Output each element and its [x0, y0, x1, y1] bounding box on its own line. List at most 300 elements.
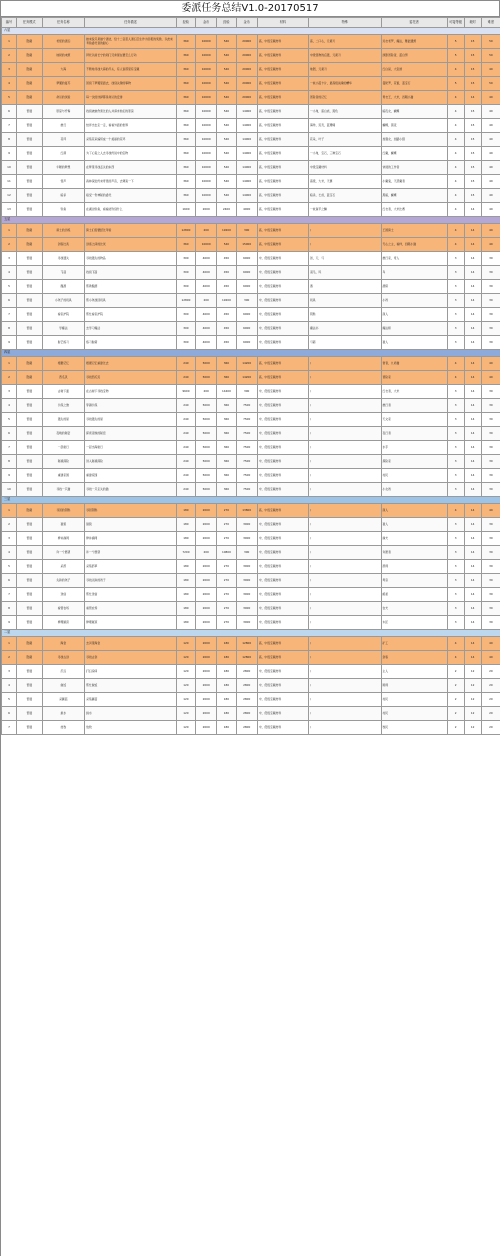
table-row	[2, 224, 500, 238]
cell-spec: /	[309, 560, 382, 574]
cell-who: 魔法师	[381, 322, 447, 336]
cell-mode: 普通	[16, 560, 42, 574]
cell-mode: 隐藏	[16, 77, 42, 91]
cell-gold1: 2000	[196, 637, 217, 651]
cell-time: 15	[464, 105, 481, 119]
cell-id: 7	[2, 308, 17, 322]
table-row	[2, 602, 500, 616]
cell-exp1: 120	[176, 721, 195, 735]
cell-mat: 中，低级宝藏材料	[257, 469, 308, 483]
cell-spec: 酒	[309, 280, 382, 294]
cell-exp2: 450	[217, 322, 236, 336]
cell-mat: 中，低级宝藏材料	[257, 693, 308, 707]
cell-name: 射艺练习	[42, 336, 85, 350]
cell-gold2: 2800	[236, 679, 257, 693]
cell-mode: 普通	[16, 602, 42, 616]
cell-lv: 3	[447, 399, 464, 413]
cell-gold2: 20000	[236, 49, 257, 63]
cell-lv: 4	[447, 651, 464, 665]
cell-desc: 寻回钥匙	[85, 504, 177, 518]
cell-diff: 40	[481, 371, 500, 385]
cell-time: 14	[464, 294, 481, 308]
cell-mat: 中，低级宝藏材料	[257, 532, 308, 546]
cell-desc: 挑水	[85, 707, 177, 721]
cell-id: 8	[2, 133, 17, 147]
section-label: 三星	[2, 497, 500, 504]
cell-exp1: 180	[176, 574, 195, 588]
cell-who: 矿工	[381, 637, 447, 651]
cell-gold1: 5000	[196, 371, 217, 385]
cell-spec: /	[309, 665, 382, 679]
cell-mat: 中，低级宝藏材料	[257, 665, 308, 679]
cell-diff: 40	[481, 238, 500, 252]
cell-time: 14	[464, 252, 481, 266]
cell-mode: 普通	[16, 294, 42, 308]
cell-mode: 隐藏	[16, 238, 42, 252]
cell-mat: 中，低级宝藏材料	[257, 721, 308, 735]
cell-diff: 40	[481, 203, 500, 217]
cell-gold1: 10000	[196, 189, 217, 203]
cell-exp1: 360	[176, 63, 195, 77]
cell-mat: 高，中级宝藏材料	[257, 357, 308, 371]
cell-gold2: 14000	[236, 133, 257, 147]
sheet-title: 委派任务总结V1.0-20170517	[1, 1, 500, 17]
cell-id: 9	[2, 469, 17, 483]
cell-spec: /	[309, 469, 382, 483]
cell-exp1: 300	[176, 308, 195, 322]
cell-exp2: 10800	[217, 546, 236, 560]
cell-who: 探险家	[381, 455, 447, 469]
cell-time: 14	[464, 336, 481, 350]
cell-name: 送信	[42, 588, 85, 602]
cell-time: 14	[464, 322, 481, 336]
cell-id: 6	[2, 707, 17, 721]
cell-gold2: 300	[236, 224, 257, 238]
cell-gold1: 4000	[196, 336, 217, 350]
cell-gold1: 2000	[196, 665, 217, 679]
cell-mode: 隐藏	[16, 224, 42, 238]
cell-time: 14	[464, 637, 481, 651]
header-desc: 任务描述	[85, 18, 177, 28]
cell-mat: 高，中级宝藏材料	[257, 238, 308, 252]
cell-gold2: 14000	[236, 147, 257, 161]
cell-id: 1	[2, 504, 17, 518]
cell-lv: 4	[447, 203, 464, 217]
cell-exp2: 14400	[217, 385, 236, 399]
table-row	[2, 133, 500, 147]
cell-exp2: 540	[217, 63, 236, 77]
cell-diff: 50	[481, 49, 500, 63]
cell-exp1: 180	[176, 588, 195, 602]
cell-spec: 一枚小蓝卡片，最高级战魂的精华	[309, 77, 382, 91]
cell-desc: 在湖边钓鱼，看看能钓到什么	[85, 203, 177, 217]
cell-gold1: 2000	[196, 532, 217, 546]
cell-lv: 4	[447, 63, 464, 77]
cell-mode: 普通	[16, 413, 42, 427]
cell-exp2: 270	[217, 560, 236, 574]
cell-mode: 普通	[16, 203, 42, 217]
cell-who: 邮差	[381, 588, 447, 602]
cell-mat: 高，中级宝藏材料	[257, 637, 308, 651]
cell-gold2: 3000	[236, 518, 257, 532]
cell-name: 采蘑菇	[42, 693, 85, 707]
cell-exp1: 180	[176, 560, 195, 574]
cell-spec: /	[309, 224, 382, 238]
cell-diff: 40	[481, 357, 500, 371]
cell-exp1: 180	[176, 518, 195, 532]
cell-mat: 高，中级宝藏材料	[257, 49, 308, 63]
cell-exp2: 180	[217, 665, 236, 679]
cell-exp2: 270	[217, 518, 236, 532]
cell-time: 14	[464, 483, 481, 497]
cell-lv: 2	[447, 721, 464, 735]
cell-exp1: 12800	[176, 294, 195, 308]
cell-name: 放牧	[42, 721, 85, 735]
cell-exp2: 19200	[217, 224, 236, 238]
cell-diff: 40	[481, 91, 500, 105]
cell-mode: 普通	[16, 252, 42, 266]
cell-gold2: 3000	[236, 532, 257, 546]
cell-time: 14	[464, 602, 481, 616]
cell-mode: 普通	[16, 147, 42, 161]
cell-who: 村民	[381, 707, 447, 721]
cell-mode: 普通	[16, 399, 42, 413]
cell-gold2: 14200	[236, 371, 257, 385]
cell-diff: 30	[481, 518, 500, 532]
cell-gold2: 15000	[236, 238, 257, 252]
cell-gold1: 200	[196, 385, 217, 399]
cell-name: 修理屋顶	[42, 616, 85, 630]
cell-desc: 去学习魔法	[85, 322, 177, 336]
cell-diff: 30	[481, 322, 500, 336]
cell-lv: 4	[447, 504, 464, 518]
cell-gold1: 10000	[196, 133, 217, 147]
table-row	[2, 560, 500, 574]
cell-lv: 4	[447, 238, 464, 252]
cell-id: 6	[2, 294, 17, 308]
cell-gold2: 14000	[236, 189, 257, 203]
cell-time: 14	[464, 504, 481, 518]
cell-name: 梦魇的复苏	[42, 77, 85, 91]
cell-lv: 4	[447, 357, 464, 371]
cell-desc: 帮小孩找回玩具	[85, 294, 177, 308]
table-row	[2, 322, 500, 336]
cell-desc: 找到被她伤害过的人并请求他们的原谅	[85, 105, 177, 119]
cell-gold2: 20000	[236, 63, 257, 77]
cell-time: 14	[464, 413, 481, 427]
cell-who: 商人	[381, 308, 447, 322]
table-row	[2, 49, 500, 63]
cell-mat: 中，低级宝藏材料	[257, 294, 308, 308]
cell-who: 快速的工作者	[381, 161, 447, 175]
cell-exp2: 540	[217, 133, 236, 147]
cell-mode: 普通	[16, 483, 42, 497]
cell-lv: 3	[447, 266, 464, 280]
cell-who: 剑客	[381, 651, 447, 665]
cell-time: 15	[464, 35, 481, 49]
cell-name: 寻找遗失	[42, 252, 85, 266]
cell-name: 许一个愿望	[42, 546, 85, 560]
cell-gold2: 2800	[236, 665, 257, 679]
table-row	[2, 35, 500, 49]
cell-spec: 一小角，蛋白质，黑色	[309, 105, 382, 119]
cell-gold1: 2000	[196, 504, 217, 518]
cell-name: 重建家园	[42, 469, 85, 483]
cell-gold1: 10000	[196, 49, 217, 63]
cell-id: 5	[2, 560, 17, 574]
cell-id: 9	[2, 336, 17, 350]
table-row	[2, 280, 500, 294]
cell-exp2: 540	[217, 105, 236, 119]
cell-spec: /	[309, 616, 382, 630]
section-header	[2, 28, 500, 35]
cell-spec: 暗杀，匕首，蓝宝石	[309, 189, 382, 203]
cell-id: 2	[2, 49, 17, 63]
cell-name: 骑士的历练	[42, 224, 85, 238]
cell-lv: 3	[447, 532, 464, 546]
cell-mode: 隐藏	[16, 637, 42, 651]
cell-mode: 普通	[16, 336, 42, 350]
header-id: 编号	[2, 18, 17, 28]
cell-id: 4	[2, 546, 17, 560]
cell-mode: 隐藏	[16, 357, 42, 371]
table-row	[2, 427, 500, 441]
cell-exp1: 9600	[176, 385, 195, 399]
cell-desc: 一起出海航行	[85, 441, 177, 455]
cell-mat: 中，低级宝藏材料	[257, 413, 308, 427]
cell-exp1: 360	[176, 119, 195, 133]
header-name: 任务名称	[42, 18, 85, 28]
cell-gold2: 6000	[236, 266, 257, 280]
cell-lv: 3	[447, 252, 464, 266]
cell-who: 加强女，加路小猪	[381, 133, 447, 147]
cell-gold1: 4000	[196, 252, 217, 266]
header-exp1: 经验	[176, 18, 195, 28]
cell-exp2: 360	[217, 455, 236, 469]
cell-desc: 拜托以前长宁的同门兄弟现在要怎么行动	[85, 49, 177, 63]
cell-who: 曼陀罗，花蕾，蓝宝石	[381, 77, 447, 91]
section-label: 二星	[2, 630, 500, 637]
cell-name: 采药	[42, 560, 85, 574]
cell-exp2: 540	[217, 119, 236, 133]
cell-id: 3	[2, 665, 17, 679]
table-row	[2, 119, 500, 133]
cell-gold1: 10000	[196, 105, 217, 119]
cell-gold2: 3000	[236, 616, 257, 630]
cell-name: 大海	[42, 63, 85, 77]
cell-who: 小女孩	[381, 483, 447, 497]
cell-who: 母亲	[381, 574, 447, 588]
cell-desc: 骑士们需要经过考验	[85, 224, 177, 238]
cell-name: 寻回的钥匙	[42, 504, 85, 518]
cell-gold1: 4000	[196, 280, 217, 294]
cell-spec: 钥匙	[309, 308, 382, 322]
section-label: 五星	[2, 217, 500, 224]
cell-mat: 高，中级宝藏材料	[257, 63, 308, 77]
cell-desc: 寻找古剑	[85, 651, 177, 665]
cell-exp1: 240	[176, 413, 195, 427]
cell-time: 14	[464, 91, 481, 105]
cell-exp1: 120	[176, 707, 195, 721]
cell-desc: 看管农场	[85, 602, 177, 616]
cell-exp2: 270	[217, 588, 236, 602]
cell-mode: 普通	[16, 175, 42, 189]
cell-id: 4	[2, 266, 17, 280]
header-exp2: 经验	[217, 18, 236, 28]
cell-exp2: 180	[217, 721, 236, 735]
table-row	[2, 504, 500, 518]
cell-exp2: 180	[217, 707, 236, 721]
cell-id: 1	[2, 35, 17, 49]
cell-gold2: 7500	[236, 441, 257, 455]
cell-spec: /	[309, 518, 382, 532]
cell-who: 蝴蝶，黑夜	[381, 119, 447, 133]
cell-exp2: 540	[217, 147, 236, 161]
cell-lv: 4	[447, 105, 464, 119]
cell-who: 村民	[381, 693, 447, 707]
cell-id: 6	[2, 427, 17, 441]
cell-spec: /	[309, 413, 382, 427]
cell-mode: 普通	[16, 574, 42, 588]
cell-lv: 3	[447, 574, 464, 588]
cell-gold2: 12800	[236, 637, 257, 651]
cell-lv: 3	[447, 602, 464, 616]
cell-exp1: 360	[176, 175, 195, 189]
cell-gold2: 14200	[236, 357, 257, 371]
cell-gold1: 2000	[196, 574, 217, 588]
cell-exp1: 300	[176, 322, 195, 336]
cell-time: 14	[464, 651, 481, 665]
cell-exp1: 360	[176, 238, 195, 252]
cell-gold2: 6000	[236, 308, 257, 322]
cell-exp1: 120	[176, 637, 195, 651]
cell-who: 渔夫	[381, 532, 447, 546]
cell-desc: 放牧	[85, 721, 177, 735]
cell-exp2: 450	[217, 266, 236, 280]
cell-desc: 在古树下寻找宝物	[85, 385, 177, 399]
cell-time: 14	[464, 546, 481, 560]
table-row	[2, 455, 500, 469]
cell-who: 小魔鬼，天恶魔者	[381, 175, 447, 189]
cell-desc: 每一次的选择都是命运的安排	[85, 91, 177, 105]
table-row	[2, 721, 500, 735]
cell-spec: /	[309, 441, 382, 455]
cell-time: 15	[464, 161, 481, 175]
cell-name: 寻找古剑	[42, 651, 85, 665]
cell-gold1: 10000	[196, 147, 217, 161]
cell-exp1: 360	[176, 91, 195, 105]
cell-id: 3	[2, 252, 17, 266]
cell-name: 一起航行	[42, 441, 85, 455]
cell-id: 2	[2, 371, 17, 385]
cell-spec: /	[309, 427, 382, 441]
table-body	[2, 28, 500, 735]
cell-gold1: 10000	[196, 238, 217, 252]
cell-gold1: 2000	[196, 721, 217, 735]
cell-mode: 普通	[16, 322, 42, 336]
cell-who: 红白鼠，大张道	[381, 63, 447, 77]
table-row	[2, 616, 500, 630]
cell-who: 村民	[381, 469, 447, 483]
cell-lv: 3	[447, 616, 464, 630]
cell-mode: 普通	[16, 266, 42, 280]
cell-spec: /	[309, 721, 382, 735]
table-row	[2, 679, 500, 693]
cell-mode: 普通	[16, 546, 42, 560]
cell-spec: 一枚鱼竿之鳞	[309, 203, 382, 217]
cell-gold1: 4000	[196, 266, 217, 280]
cell-gold2: 13800	[236, 504, 257, 518]
cell-gold2: 2800	[236, 693, 257, 707]
cell-who: 许愿者	[381, 546, 447, 560]
cell-id: 5	[2, 413, 17, 427]
cell-time: 15	[464, 175, 481, 189]
cell-name: 夜晚的秘密	[42, 427, 85, 441]
cell-gold2: 3000	[236, 602, 257, 616]
cell-mode: 普通	[16, 189, 42, 203]
table-row	[2, 252, 500, 266]
cell-who: 青衣王，大米，四眼小猫	[381, 91, 447, 105]
cell-gold1: 5000	[196, 469, 217, 483]
cell-mat: 中，低级宝藏材料	[257, 252, 308, 266]
cell-gold2: 6000	[236, 322, 257, 336]
cell-time: 14	[464, 266, 481, 280]
cell-mat: 中，低级宝藏材料	[257, 707, 308, 721]
table-row	[2, 399, 500, 413]
cell-mat: 高，中级宝藏材料	[257, 175, 308, 189]
cell-time: 14	[464, 455, 481, 469]
cell-who: 绿影冒险者，蓝白男	[381, 49, 447, 63]
cell-desc: 找到飞羽	[85, 266, 177, 280]
cell-name: 暗杀	[42, 189, 85, 203]
section-header	[2, 630, 500, 637]
table-row	[2, 469, 500, 483]
cell-desc: 采集药草	[85, 560, 177, 574]
cell-gold2: 14000	[236, 161, 257, 175]
cell-mode: 隐藏	[16, 371, 42, 385]
cell-desc: 寻找西瓜贝	[85, 371, 177, 385]
section-header	[2, 350, 500, 357]
cell-gold2: 7500	[236, 413, 257, 427]
cell-diff: 40	[481, 133, 500, 147]
header-time: 耗时	[464, 18, 481, 28]
header-row	[2, 18, 500, 28]
cell-id: 3	[2, 63, 17, 77]
cell-id: 6	[2, 574, 17, 588]
cell-gold2: 3000	[236, 560, 257, 574]
cell-spec: 中级怪物的后遗，元素刃	[309, 49, 382, 63]
cell-diff: 30	[481, 336, 500, 350]
section-header	[2, 497, 500, 504]
cell-lv: 4	[447, 147, 464, 161]
cell-diff: 30	[481, 455, 500, 469]
cell-gold1: 2000	[196, 602, 217, 616]
cell-id: 7	[2, 721, 17, 735]
cell-time: 15	[464, 63, 481, 77]
cell-time: 14	[464, 224, 481, 238]
cell-diff: 40	[481, 161, 500, 175]
cell-time: 14	[464, 588, 481, 602]
cell-exp1: 360	[176, 133, 195, 147]
cell-spec: 魔法书	[309, 322, 382, 336]
cell-lv: 3	[447, 322, 464, 336]
cell-desc: 不断地寻找大海的尽头，有人说那里有宝藏	[85, 63, 177, 77]
cell-mode: 普通	[16, 693, 42, 707]
cell-spec: 花朵，叶子	[309, 133, 382, 147]
cell-mat: 高，中级宝藏材料	[257, 35, 308, 49]
cell-exp1: 240	[176, 427, 195, 441]
cell-lv: 3	[447, 469, 464, 483]
